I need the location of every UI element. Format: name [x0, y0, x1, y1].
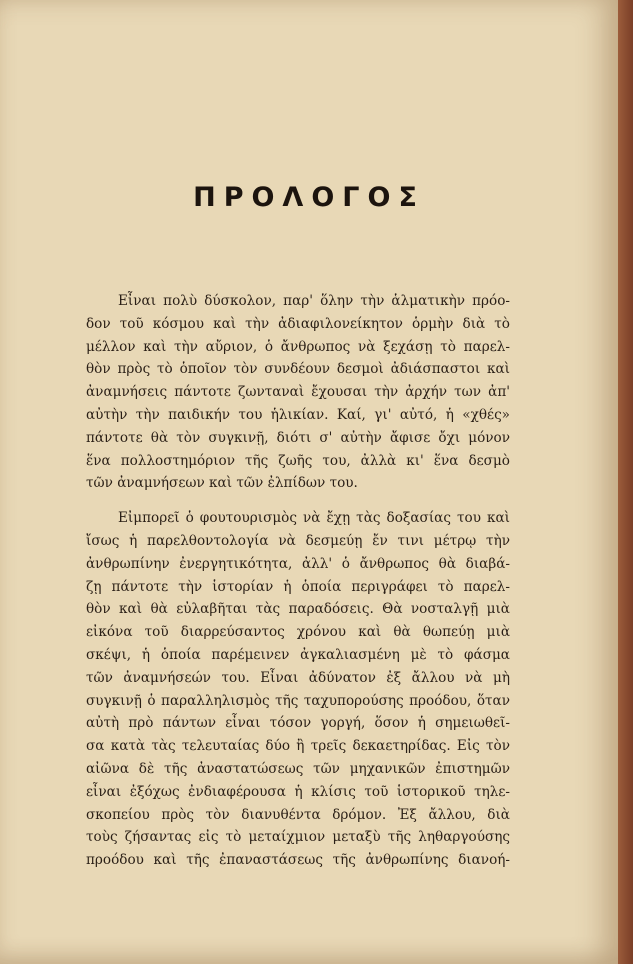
text-line: δον τοῦ κόσμου καὶ τὴν ἀδιαφιλονείκητον ὁρμὴν διὰ τὸ: [86, 315, 510, 332]
text-line: τοὺς ζήσαντας εἰς τὸ μεταίχμιον μεταξὺ τῆς ληθαργούσης: [86, 829, 510, 846]
text-line: συγκινῇ ὁ παραλληλισμὸς τῆς ταχυπορούσης προόδου, ὅταν: [86, 692, 510, 709]
text-line: σα κατὰ τὰς τελευταίας δύο ἢ τρεῖς δεκαετηρίδας. Εἰς τὸν: [86, 738, 510, 755]
paragraph-2: [86, 507, 510, 872]
text-line: ἀνθρωπίνην ἐνεργητικότητα, ἀλλ' ὁ ἄνθρωπος θὰ διαβά-: [86, 555, 510, 572]
text-line: μέλλον καὶ τὴν αὔριον, ὁ ἄνθρωπος νὰ ξεχάσῃ τὸ παρελ-: [86, 338, 510, 355]
text-line: Εἰμπορεῖ ὁ φουτουρισμὸς νὰ ἔχῃ τὰς δοξασίας του καὶ: [118, 510, 510, 527]
text-line: πάντοτε θὰ τὸν συγκινῇ, διότι σ' αὐτὴν ἄφισε ὄχι μόνον: [86, 429, 510, 446]
text-line: τῶν ἀναμνήσεών του. Εἶναι ἀδύνατον ἐξ ἄλλου νὰ μὴ: [86, 669, 510, 686]
text-line: προόδου καὶ τῆς ἐπαναστάσεως τῆς ἀνθρωπίνης διανοή-: [86, 852, 510, 869]
body-text: [86, 290, 510, 872]
text-line: ἀναμνήσεις πάντοτε ζωνταναὶ ἔχουσαι τὴν ἀρχήν των ἀπ': [86, 384, 510, 401]
text-line: σκέψι, ἡ ὁποία παρέμεινεν ἀγκαλιασμένη μὲ τὸ φάσμα: [86, 646, 510, 663]
text-line: ἕνα πολλοστημόριον τῆς ζωῆς του, ἀλλὰ κι' ἕνα δεσμὸ: [86, 452, 510, 469]
text-line: αὐτὴ πρὸ πάντων εἶναι τόσον γοργή, ὅσον ἡ σημειωθεῖ-: [86, 715, 510, 732]
text-line: σκοπείου πρὸς τὸν διανυθέντα δρόμον. Ἐξ ἄλλου, διὰ: [86, 806, 510, 823]
page-title: ΠΡΟΛΟΓΟΣ: [193, 182, 425, 213]
book-edge: [618, 0, 633, 964]
text-line: αἰῶνα δὲ τῆς ἀναστατώσεως τῶν μηχανικῶν ἐπιστημῶν: [86, 760, 510, 777]
text-line: εἶναι ἐξόχως ἐνδιαφέρουσα ἡ κλίσις τοῦ ἱστορικοῦ τηλε-: [86, 783, 510, 800]
text-line: ζῃ πάντοτε τὴν ἱστορίαν ἡ ὁποία περιγράφει τὸ παρελ-: [86, 578, 510, 595]
paragraph-1: [86, 290, 510, 495]
text-line: θὸν καὶ θὰ εὐλαβῆται τὰς παραδόσεις. Θὰ νοσταλγῇ μιὰ: [86, 601, 510, 618]
text-line: αὐτὴν τὴν παιδικήν του ἡλικίαν. Καί, γι' αὐτό, ἡ «χθές»: [86, 406, 510, 423]
text-line: τῶν ἀναμνήσεων καὶ τῶν ἐλπίδων του.: [86, 475, 358, 492]
text-line: εἰκόνα τοῦ διαρρεύσαντος χρόνου καὶ θὰ θωπεύῃ μιὰ: [86, 624, 510, 641]
text-line: Εἶναι πολὺ δύσκολον, παρ' ὅλην τὴν ἁλματικὴν πρόο-: [118, 293, 510, 309]
text-line: ἴσως ἡ παρελθοντολογία νὰ δεσμεύῃ ἔν τινι μέτρῳ τὴν: [86, 532, 510, 549]
text-line: θὸν πρὸς τὸ ὁποῖον τὸν συνδέουν δεσμοὶ ἀδιάσπαστοι καὶ: [86, 361, 510, 378]
